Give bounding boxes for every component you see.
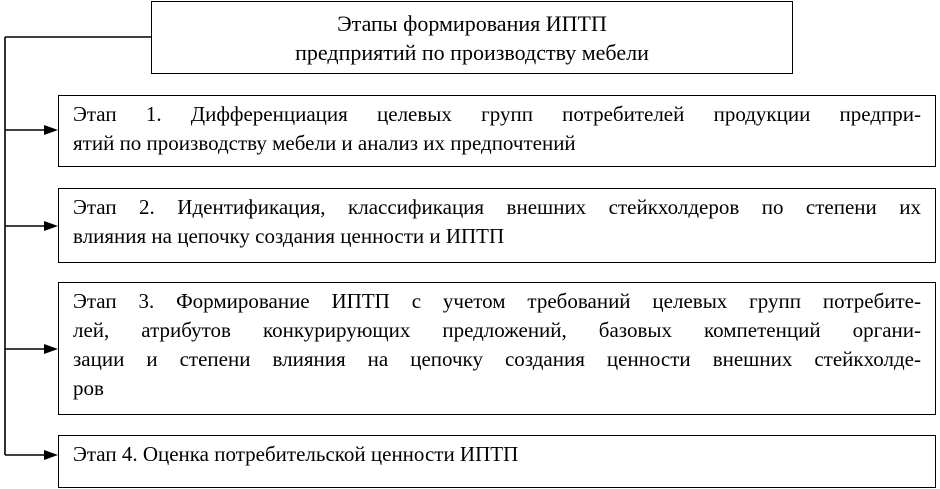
arrow-to-stage-4 <box>5 450 58 460</box>
stage-3-line-4: ров <box>73 376 104 400</box>
title-box <box>151 1 793 74</box>
stage-2-box <box>58 188 936 263</box>
stage-4-line-1: Этап 4. Оценка потребительской ценности ИПТП <box>73 442 519 466</box>
stage-4-box <box>58 435 936 488</box>
stage-3-line-2: лей, атрибутов конкурирующих предложений, базовых компетенций органи- <box>73 318 921 342</box>
stage-3-box <box>58 282 936 415</box>
stage-2-line-2: влияния на цепочку создания ценности и ИПТП <box>73 224 505 248</box>
stage-1-line-1: Этап 1. Дифференциация целевых групп потребителей продукции предпри- <box>73 102 921 126</box>
stage-1-line-2: ятий по производству мебели и анализ их предпочтений <box>73 131 576 155</box>
arrow-to-stage-2 <box>5 221 58 231</box>
arrow-to-stage-3 <box>5 344 58 354</box>
stage-1-box <box>58 95 936 167</box>
arrow-to-stage-1 <box>5 125 58 135</box>
title-line-2: предприятий по производству мебели <box>295 40 649 65</box>
stage-2-line-1: Этап 2. Идентификация, классификация внешних стейкхолдеров по степени их <box>73 195 921 219</box>
stage-3-line-1: Этап 3. Формирование ИПТП с учетом требований целевых групп потребите- <box>73 289 921 313</box>
stage-3-line-3: зации и степени влияния на цепочку создания ценности внешних стейкхолде- <box>73 347 921 371</box>
title-line-1: Этапы формирования ИПТП <box>337 11 607 36</box>
